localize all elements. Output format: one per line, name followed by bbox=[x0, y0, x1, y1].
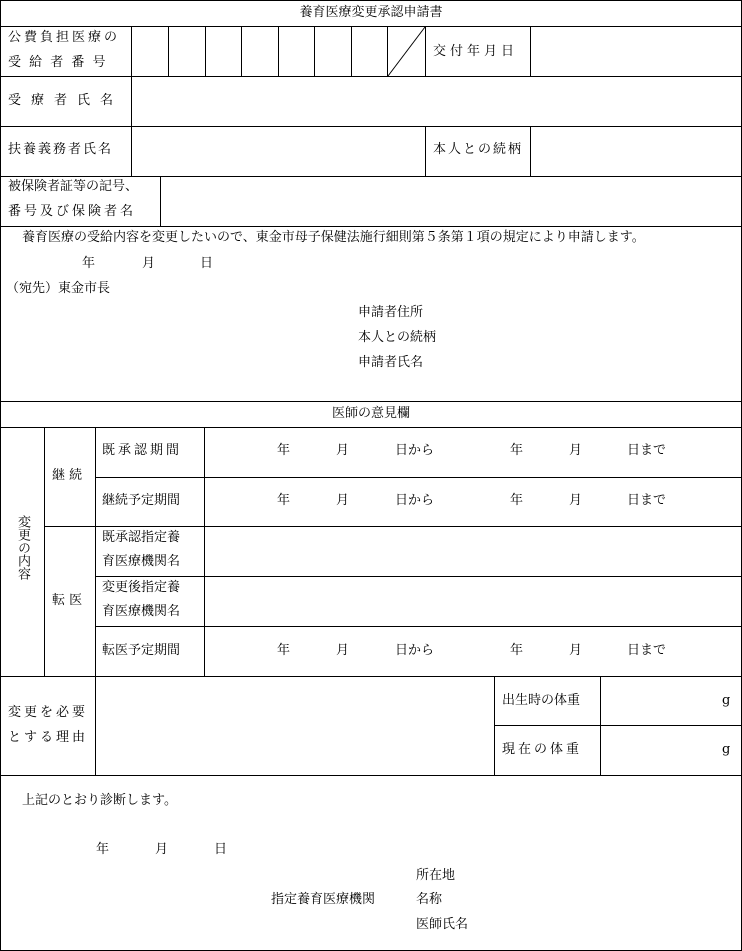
period-year: 年 bbox=[277, 643, 291, 658]
vline bbox=[160, 176, 161, 226]
applicant-address-label: 申請者住所 bbox=[358, 305, 424, 320]
continuation-label: 継 続 bbox=[52, 468, 83, 483]
birth-weight-label: 出生時の体重 bbox=[502, 693, 581, 708]
recipient-no-label-2: 受 給 者 番 号 bbox=[8, 55, 108, 70]
form-title: 養育医療変更承認申請書 bbox=[299, 5, 443, 20]
new-institution-label-1: 変更後指定養 bbox=[102, 580, 181, 595]
vline bbox=[351, 26, 352, 76]
vline bbox=[204, 427, 205, 676]
diagnosis-day: 日 bbox=[214, 842, 228, 857]
institution-label: 指定養育医療機関 bbox=[271, 892, 376, 907]
vline bbox=[241, 26, 242, 76]
approved-period-label: 既承認期間 bbox=[102, 443, 183, 458]
vline bbox=[278, 26, 279, 76]
change-content-label: 変更の内容 bbox=[15, 515, 30, 580]
period-year: 年 bbox=[277, 443, 291, 458]
new-institution-label-2: 育医療機関名 bbox=[102, 604, 181, 619]
period-from: 日から bbox=[395, 493, 435, 508]
hline bbox=[0, 226, 742, 227]
date-month: 月 bbox=[142, 256, 156, 271]
recipient-no-label-1: 公費負担医療の bbox=[8, 30, 121, 45]
applicant-name-label: 申請者氏名 bbox=[358, 355, 424, 370]
period-from: 日から bbox=[395, 443, 435, 458]
hline bbox=[0, 76, 742, 77]
period-year: 年 bbox=[510, 443, 524, 458]
period-month: 月 bbox=[569, 493, 583, 508]
hline bbox=[95, 626, 742, 627]
hline bbox=[0, 401, 742, 402]
transfer-label: 転 医 bbox=[52, 593, 83, 608]
vline bbox=[168, 26, 169, 76]
statement: 養育医療の受給内容を変更したいので、東金市母子保健法施行細則第５条第１項の規定により申請します。 bbox=[22, 230, 645, 245]
hline bbox=[494, 725, 742, 726]
period-from: 日から bbox=[395, 643, 435, 658]
vline bbox=[131, 26, 132, 176]
vline bbox=[44, 427, 45, 676]
vline bbox=[95, 427, 96, 775]
issue-date-label: 交付年月日 bbox=[433, 44, 519, 59]
hline bbox=[0, 176, 742, 177]
period-year: 年 bbox=[277, 493, 291, 508]
vline bbox=[494, 676, 495, 775]
period-month: 月 bbox=[336, 643, 350, 658]
vline bbox=[425, 126, 426, 176]
diagnosis-year: 年 bbox=[96, 842, 110, 857]
approved-institution-label-2: 育医療機関名 bbox=[102, 554, 181, 569]
hline bbox=[0, 427, 742, 428]
hline bbox=[95, 477, 742, 478]
diagnosis-month: 月 bbox=[155, 842, 169, 857]
applicant-relation-label: 本人との続柄 bbox=[358, 330, 437, 345]
period-until: 日まで bbox=[627, 643, 667, 658]
planned-continuation-label: 継続予定期間 bbox=[102, 493, 181, 508]
reason-label-1: 変更を必要 bbox=[8, 705, 89, 720]
doctor-section-title: 医師の意見欄 bbox=[331, 406, 410, 421]
approved-institution-label-1: 既承認指定養 bbox=[102, 530, 181, 545]
hline bbox=[0, 676, 742, 677]
period-month: 月 bbox=[569, 443, 583, 458]
hline bbox=[0, 26, 742, 27]
institution-location-label: 所在地 bbox=[416, 868, 456, 883]
period-month: 月 bbox=[336, 443, 350, 458]
reason-label-2: とする理由 bbox=[8, 730, 89, 745]
period-month: 月 bbox=[569, 643, 583, 658]
current-weight-label: 現在の体重 bbox=[502, 742, 583, 757]
hline bbox=[0, 126, 742, 127]
diagonal-slash bbox=[387, 26, 426, 77]
vline bbox=[314, 26, 315, 76]
hline bbox=[95, 576, 742, 577]
period-year: 年 bbox=[510, 493, 524, 508]
addressee: （宛先）東金市長 bbox=[6, 281, 111, 296]
transfer-period-label: 転医予定期間 bbox=[102, 643, 181, 658]
period-year: 年 bbox=[510, 643, 524, 658]
insurance-label-1: 被保険者証等の記号、 bbox=[8, 179, 139, 194]
current-weight-unit: g bbox=[722, 742, 731, 757]
diagnosis-statement: 上記のとおり診断します。 bbox=[22, 793, 177, 808]
hline bbox=[0, 775, 742, 776]
period-month: 月 bbox=[336, 493, 350, 508]
patient-name-label: 受療者氏名 bbox=[8, 93, 124, 108]
relation-label: 本人との続柄 bbox=[433, 142, 524, 157]
institution-name-label: 名称 bbox=[416, 892, 443, 907]
vline bbox=[530, 26, 531, 76]
date-day: 日 bbox=[200, 256, 214, 271]
vline bbox=[205, 26, 206, 76]
vline bbox=[600, 676, 601, 775]
guardian-name-label: 扶養義務者氏名 bbox=[8, 142, 114, 157]
period-until: 日まで bbox=[627, 443, 667, 458]
institution-doctor-label: 医師氏名 bbox=[416, 917, 469, 932]
date-year: 年 bbox=[82, 256, 96, 271]
birth-weight-unit: g bbox=[722, 693, 731, 708]
insurance-label-2: 番号及び保険者名 bbox=[8, 204, 137, 219]
vline bbox=[530, 126, 531, 176]
period-until: 日まで bbox=[627, 493, 667, 508]
hline bbox=[45, 526, 742, 527]
